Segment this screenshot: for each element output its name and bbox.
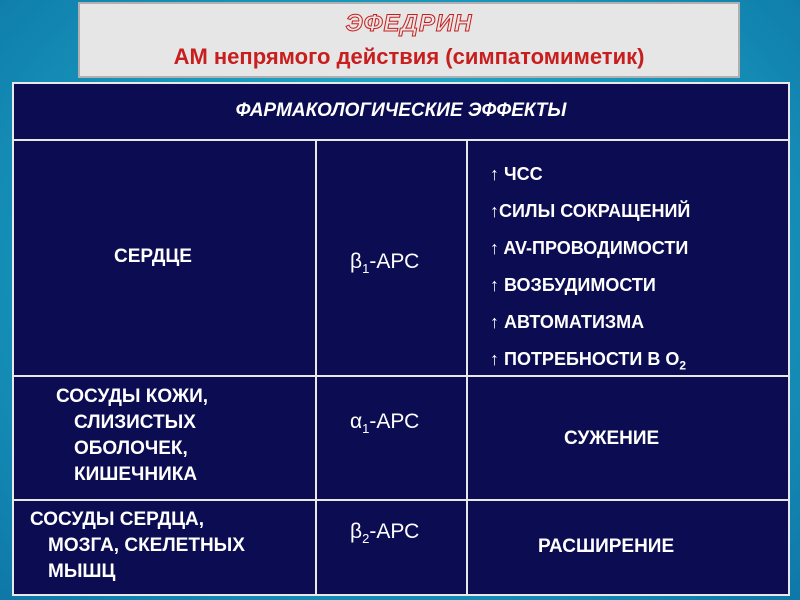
drug-class: АМ непрямого действия (симпатомиметик) <box>173 44 645 69</box>
effect-item: ↑ ВОЗБУДИМОСТИ <box>490 275 656 295</box>
row-divider <box>14 499 788 501</box>
organ-heart: СЕРДЦЕ <box>114 246 192 267</box>
col-divider <box>466 139 468 594</box>
effect-constriction: СУЖЕНИЕ <box>564 428 660 449</box>
receptor-beta2: $\beta_2$-АРС <box>350 520 420 547</box>
receptor-beta1: $\beta_1$-АРС <box>350 250 420 277</box>
organ-heart-brain-vessels: СОСУДЫ СЕРДЦА, МОЗГА, СКЕЛЕТНЫХ МЫШЦ <box>30 509 245 582</box>
effect-item: ↑СИЛЫ СОКРАЩЕНИЙ <box>490 201 691 221</box>
receptor-alpha1: $\alpha_1$-АРС <box>350 410 420 437</box>
title-box <box>78 2 740 78</box>
drug-name: ЭФЕДРИН <box>345 10 473 37</box>
organ-skin-vessels: СОСУДЫ КОЖИ, СЛИЗИСТЫХ ОБОЛОЧЕК, КИШЕЧНИКА <box>56 386 208 485</box>
effect-item: ↑ ЧСС <box>490 164 543 184</box>
effects-table <box>12 82 790 596</box>
effect-item: ↑ АВТОМАТИЗМА <box>490 312 645 332</box>
effect-item: ↑ AV-ПРОВОДИМОСТИ <box>490 238 689 258</box>
row-divider <box>14 139 788 141</box>
heart-effects-list <box>484 156 690 378</box>
effect-item: ↑ ПОТРЕБНОСТИ В $О_2$ <box>490 349 687 373</box>
col-divider <box>315 139 317 594</box>
effect-dilation: РАСШИРЕНИЕ <box>538 536 675 557</box>
table-heading: ФАРМАКОЛОГИЧЕСКИЕ ЭФФЕКТЫ <box>235 100 567 121</box>
